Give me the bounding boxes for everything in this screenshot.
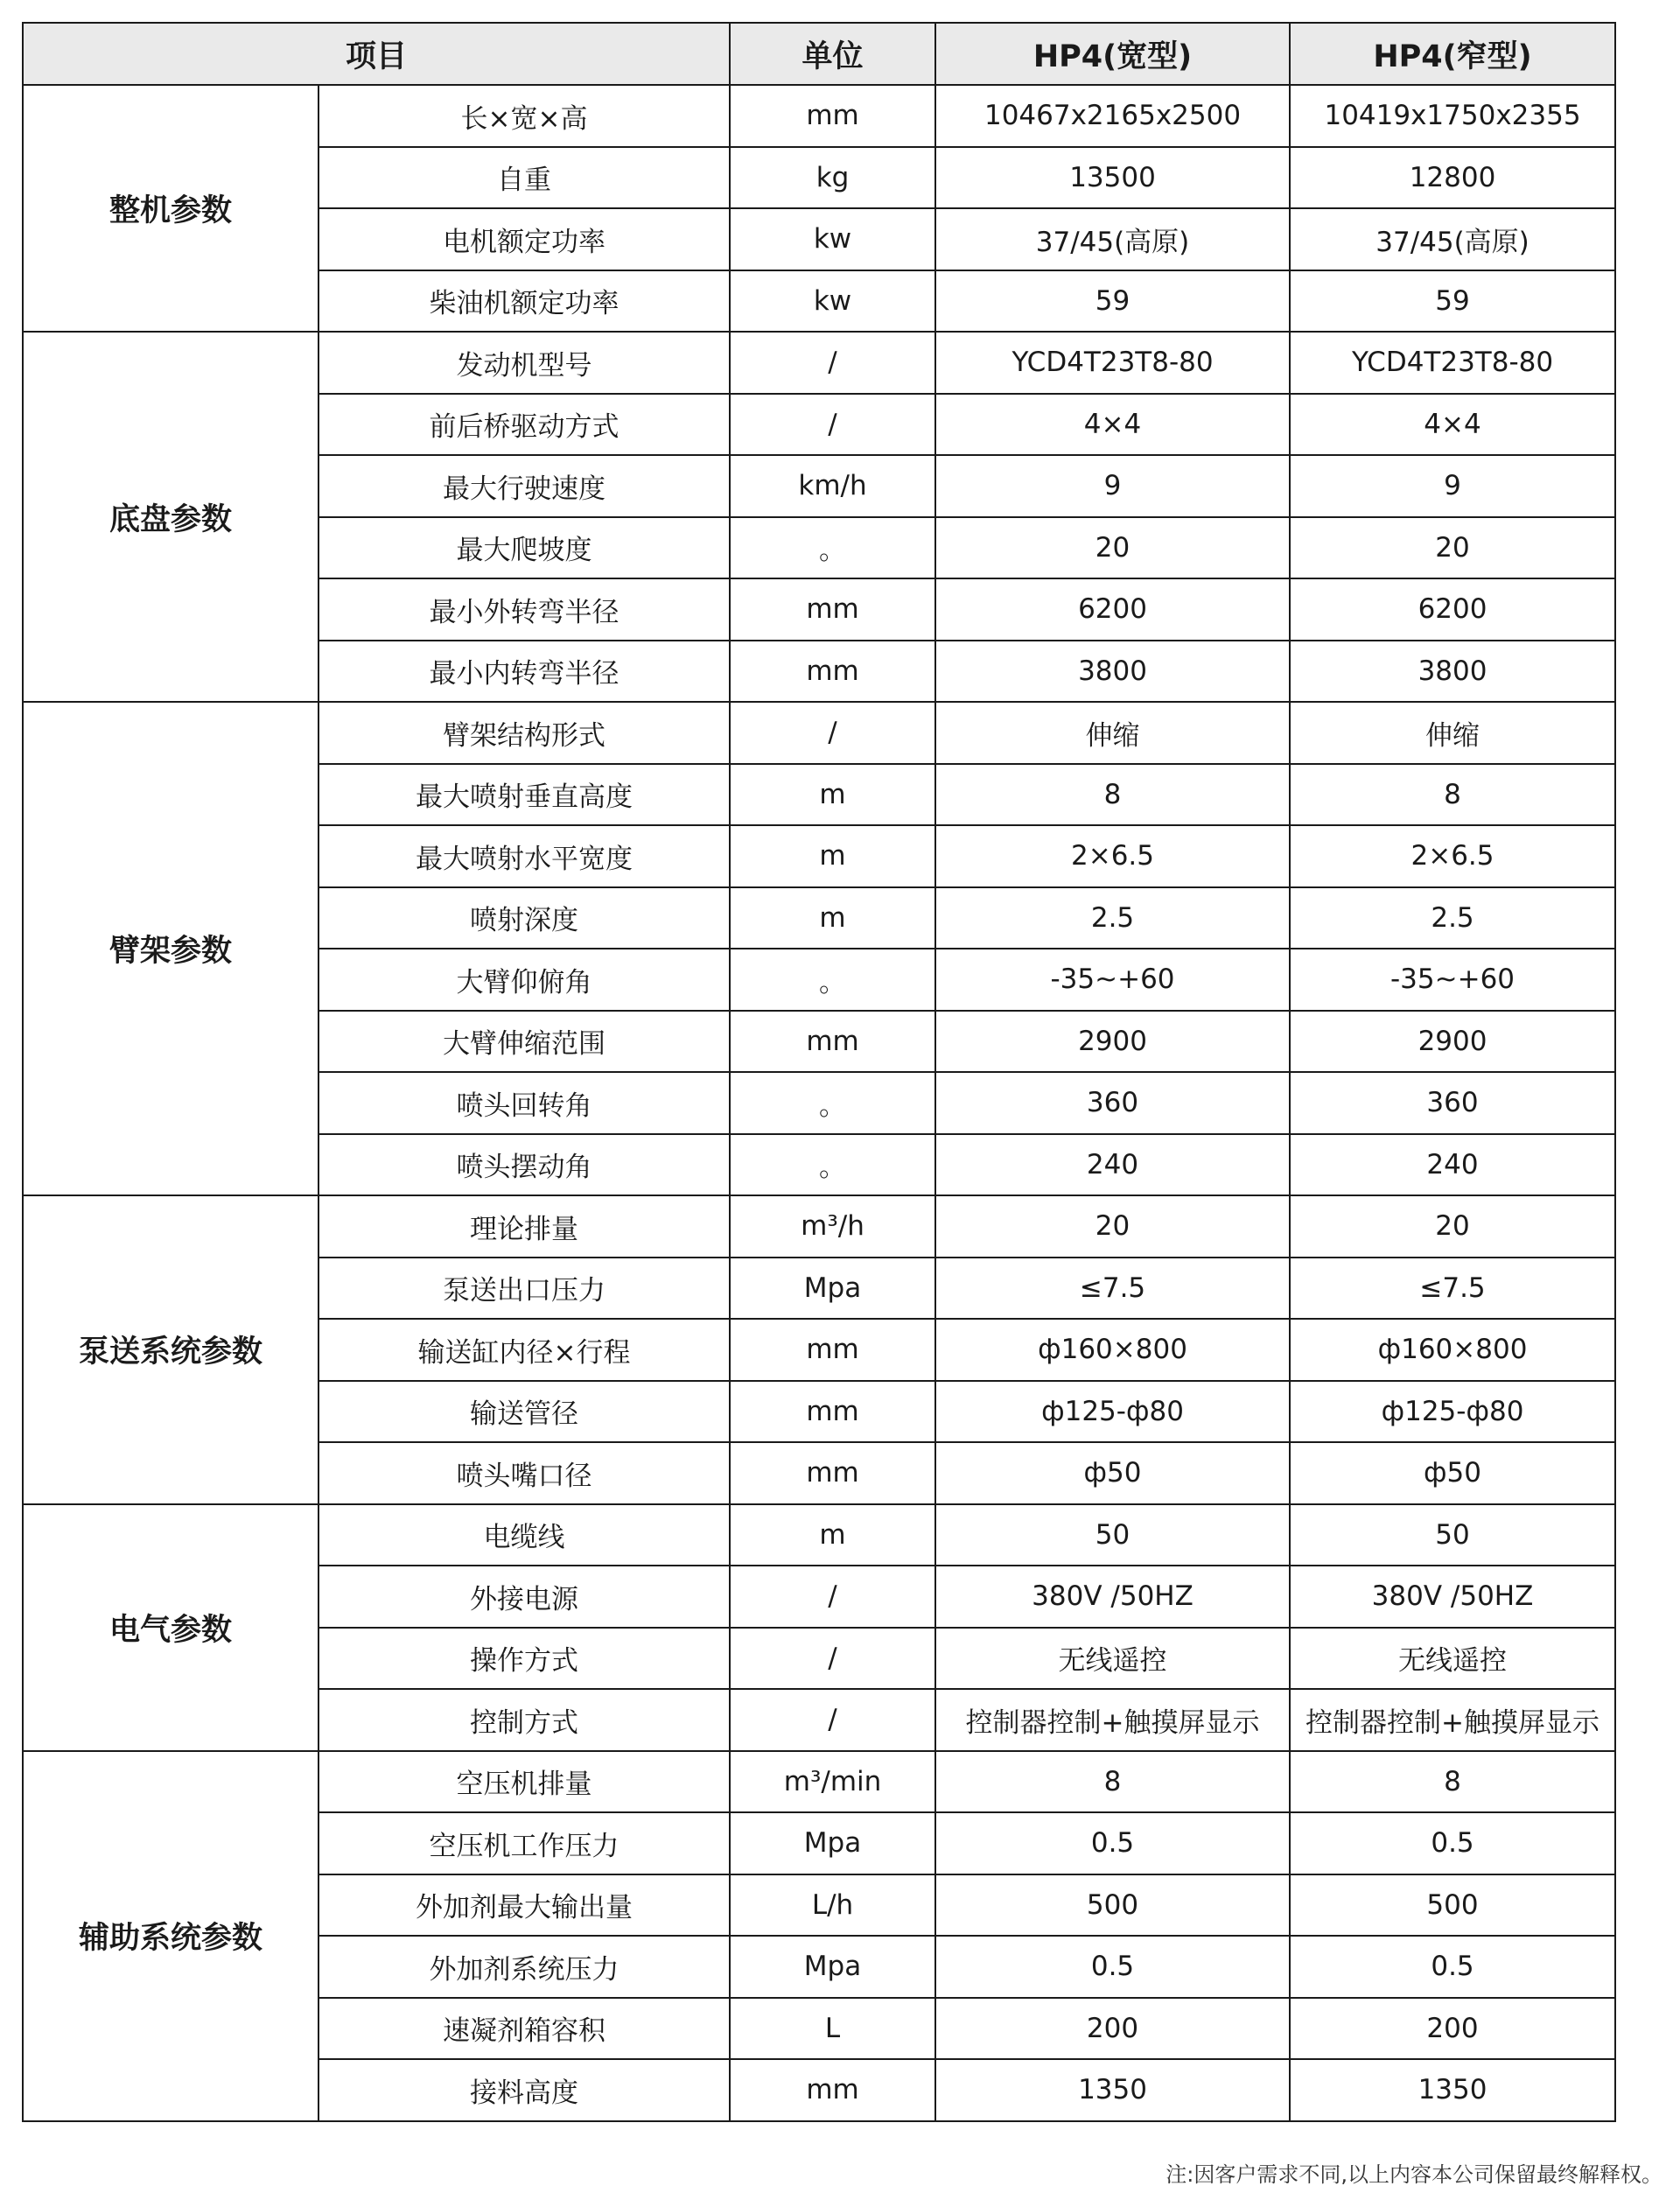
narrow-value-cell: 6200 [1290, 578, 1615, 641]
header-unit: 单位 [730, 23, 935, 85]
unit-cell: km/h [730, 455, 935, 517]
unit-cell: m [730, 1504, 935, 1566]
narrow-value-cell: -35~+60 [1290, 949, 1615, 1011]
narrow-value-cell: 12800 [1290, 147, 1615, 209]
group-label: 泵送系统参数 [23, 1195, 318, 1504]
unit-cell: mm [730, 1011, 935, 1073]
wide-value-cell: 13500 [935, 147, 1290, 209]
unit-cell: m³/min [730, 1751, 935, 1813]
item-cell: 泵送出口压力 [318, 1258, 730, 1320]
narrow-value-cell: 200 [1290, 1998, 1615, 2060]
wide-value-cell: 20 [935, 1195, 1290, 1258]
item-cell: 发动机型号 [318, 332, 730, 394]
table-row [23, 1751, 1615, 1813]
unit-cell: m³/h [730, 1195, 935, 1258]
header-hp4-wide: HP4(宽型) [935, 23, 1290, 85]
unit-cell: 。 [730, 1134, 935, 1196]
group-label: 底盘参数 [23, 332, 318, 702]
item-cell: 自重 [318, 147, 730, 209]
item-cell: 最大喷射水平宽度 [318, 825, 730, 887]
item-cell: 大臂伸缩范围 [318, 1011, 730, 1073]
narrow-value-cell: ф50 [1290, 1442, 1615, 1504]
item-cell: 操作方式 [318, 1628, 730, 1690]
item-cell: 控制方式 [318, 1689, 730, 1751]
item-cell: 最小外转弯半径 [318, 578, 730, 641]
group-label: 电气参数 [23, 1504, 318, 1751]
narrow-value-cell: 500 [1290, 1874, 1615, 1937]
wide-value-cell: 59 [935, 270, 1290, 333]
narrow-value-cell: 240 [1290, 1134, 1615, 1196]
narrow-value-cell: 50 [1290, 1504, 1615, 1566]
header-hp4-narrow: HP4(窄型) [1290, 23, 1615, 85]
item-cell: 输送缸内径×行程 [318, 1319, 730, 1381]
wide-value-cell: 20 [935, 517, 1290, 579]
item-cell: 电缆线 [318, 1504, 730, 1566]
wide-value-cell: 200 [935, 1998, 1290, 2060]
wide-value-cell: 240 [935, 1134, 1290, 1196]
item-cell: 喷头回转角 [318, 1072, 730, 1134]
table-row [23, 332, 1615, 394]
wide-value-cell: 500 [935, 1874, 1290, 1937]
wide-value-cell: ф125-ф80 [935, 1381, 1290, 1443]
unit-cell: mm [730, 578, 935, 641]
narrow-value-cell: ≤7.5 [1290, 1258, 1615, 1320]
narrow-value-cell: 控制器控制+触摸屏显示 [1290, 1689, 1615, 1751]
item-cell: 喷头嘴口径 [318, 1442, 730, 1504]
narrow-value-cell: 3800 [1290, 641, 1615, 703]
unit-cell: L/h [730, 1874, 935, 1937]
wide-value-cell: 2.5 [935, 887, 1290, 949]
unit-cell: 。 [730, 949, 935, 1011]
wide-value-cell: 2×6.5 [935, 825, 1290, 887]
unit-cell: mm [730, 1319, 935, 1381]
narrow-value-cell: YCD4T23T8-80 [1290, 332, 1615, 394]
wide-value-cell: 4×4 [935, 394, 1290, 456]
unit-cell: m [730, 825, 935, 887]
table-row [23, 1195, 1615, 1258]
item-cell: 最大喷射垂直高度 [318, 764, 730, 826]
unit-cell: 。 [730, 1072, 935, 1134]
narrow-value-cell: 59 [1290, 270, 1615, 333]
unit-cell: mm [730, 85, 935, 147]
item-cell: 外加剂最大输出量 [318, 1874, 730, 1937]
narrow-value-cell: 1350 [1290, 2059, 1615, 2121]
narrow-value-cell: 2.5 [1290, 887, 1615, 949]
wide-value-cell: ф160×800 [935, 1319, 1290, 1381]
unit-cell: / [730, 1689, 935, 1751]
table-row [23, 85, 1615, 147]
item-cell: 理论排量 [318, 1195, 730, 1258]
wide-value-cell: 10467x2165x2500 [935, 85, 1290, 147]
spec-table [22, 22, 1616, 2122]
unit-cell: / [730, 394, 935, 456]
wide-value-cell: 3800 [935, 641, 1290, 703]
wide-value-cell: YCD4T23T8-80 [935, 332, 1290, 394]
narrow-value-cell: 2900 [1290, 1011, 1615, 1073]
narrow-value-cell: ф125-ф80 [1290, 1381, 1615, 1443]
wide-value-cell: 0.5 [935, 1936, 1290, 1998]
wide-value-cell: ф50 [935, 1442, 1290, 1504]
header-item: 项目 [23, 23, 730, 85]
item-cell: 大臂仰俯角 [318, 949, 730, 1011]
wide-value-cell: 360 [935, 1072, 1290, 1134]
item-cell: 喷头摆动角 [318, 1134, 730, 1196]
narrow-value-cell: 0.5 [1290, 1936, 1615, 1998]
unit-cell: L [730, 1998, 935, 2060]
item-cell: 前后桥驱动方式 [318, 394, 730, 456]
narrow-value-cell: 4×4 [1290, 394, 1615, 456]
unit-cell: Mpa [730, 1258, 935, 1320]
wide-value-cell: 50 [935, 1504, 1290, 1566]
narrow-value-cell: 9 [1290, 455, 1615, 517]
narrow-value-cell: 无线遥控 [1290, 1628, 1615, 1690]
wide-value-cell: 9 [935, 455, 1290, 517]
unit-cell: / [730, 1566, 935, 1628]
unit-cell: Mpa [730, 1812, 935, 1874]
wide-value-cell: 控制器控制+触摸屏显示 [935, 1689, 1290, 1751]
unit-cell: / [730, 332, 935, 394]
narrow-value-cell: 10419x1750x2355 [1290, 85, 1615, 147]
narrow-value-cell: 20 [1290, 1195, 1615, 1258]
item-cell: 外接电源 [318, 1566, 730, 1628]
group-label: 整机参数 [23, 85, 318, 332]
narrow-value-cell: 37/45(高原) [1290, 208, 1615, 270]
unit-cell: kg [730, 147, 935, 209]
table-row [23, 1504, 1615, 1566]
unit-cell: kw [730, 270, 935, 333]
narrow-value-cell: 380V /50HZ [1290, 1566, 1615, 1628]
table-body [23, 85, 1615, 2121]
item-cell: 喷射深度 [318, 887, 730, 949]
unit-cell: mm [730, 641, 935, 703]
wide-value-cell: 8 [935, 764, 1290, 826]
wide-value-cell: 8 [935, 1751, 1290, 1813]
wide-value-cell: 380V /50HZ [935, 1566, 1290, 1628]
group-label: 臂架参数 [23, 702, 318, 1195]
item-cell: 速凝剂箱容积 [318, 1998, 730, 2060]
narrow-value-cell: 360 [1290, 1072, 1615, 1134]
item-cell: 臂架结构形式 [318, 702, 730, 764]
wide-value-cell: 6200 [935, 578, 1290, 641]
unit-cell: Mpa [730, 1936, 935, 1998]
wide-value-cell: 37/45(高原) [935, 208, 1290, 270]
narrow-value-cell: 2×6.5 [1290, 825, 1615, 887]
item-cell: 空压机工作压力 [318, 1812, 730, 1874]
table-header [23, 23, 1615, 85]
unit-cell: / [730, 1628, 935, 1690]
wide-value-cell: 1350 [935, 2059, 1290, 2121]
narrow-value-cell: 8 [1290, 1751, 1615, 1813]
narrow-value-cell: 0.5 [1290, 1812, 1615, 1874]
narrow-value-cell: 20 [1290, 517, 1615, 579]
unit-cell: kw [730, 208, 935, 270]
footnote: 注:因客户需求不同,以上内容本公司保留最终解释权。 [1166, 2162, 1662, 2187]
unit-cell: m [730, 887, 935, 949]
item-cell: 外加剂系统压力 [318, 1936, 730, 1998]
unit-cell: mm [730, 1381, 935, 1443]
group-label: 辅助系统参数 [23, 1751, 318, 2121]
wide-value-cell: 0.5 [935, 1812, 1290, 1874]
table-row [23, 702, 1615, 764]
narrow-value-cell: ф160×800 [1290, 1319, 1615, 1381]
wide-value-cell: 伸缩 [935, 702, 1290, 764]
wide-value-cell: -35~+60 [935, 949, 1290, 1011]
item-cell: 输送管径 [318, 1381, 730, 1443]
unit-cell: mm [730, 1442, 935, 1504]
item-cell: 接料高度 [318, 2059, 730, 2121]
wide-value-cell: 无线遥控 [935, 1628, 1290, 1690]
narrow-value-cell: 8 [1290, 764, 1615, 826]
item-cell: 最大爬坡度 [318, 517, 730, 579]
unit-cell: mm [730, 2059, 935, 2121]
unit-cell: / [730, 702, 935, 764]
item-cell: 最大行驶速度 [318, 455, 730, 517]
narrow-value-cell: 伸缩 [1290, 702, 1615, 764]
wide-value-cell: 2900 [935, 1011, 1290, 1073]
item-cell: 空压机排量 [318, 1751, 730, 1813]
unit-cell: m [730, 764, 935, 826]
item-cell: 电机额定功率 [318, 208, 730, 270]
item-cell: 最小内转弯半径 [318, 641, 730, 703]
header-row [23, 23, 1615, 85]
item-cell: 柴油机额定功率 [318, 270, 730, 333]
item-cell: 长×宽×高 [318, 85, 730, 147]
unit-cell: 。 [730, 517, 935, 579]
wide-value-cell: ≤7.5 [935, 1258, 1290, 1320]
